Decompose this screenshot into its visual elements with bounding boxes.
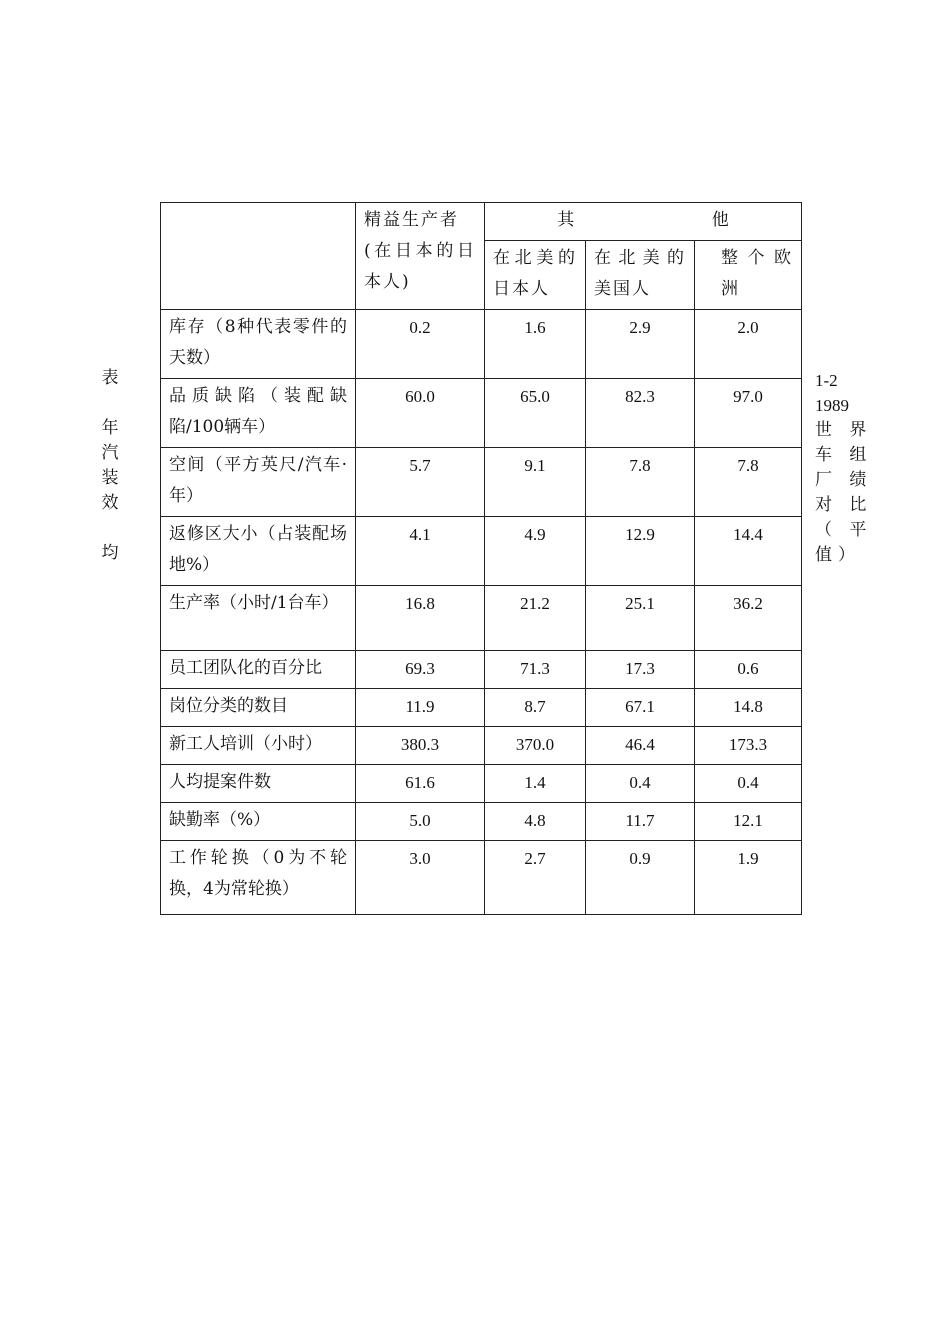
cell-value: 11.9 <box>356 689 485 727</box>
cell-value: 1.6 <box>485 310 586 379</box>
cell-value: 0.9 <box>586 841 695 915</box>
table-row <box>161 448 802 517</box>
row-label: 返修区大小（占装配场地%） <box>161 517 356 586</box>
table-row <box>161 586 802 651</box>
cell-value: 7.8 <box>586 448 695 517</box>
header-lean-label: 精益生产者 <box>364 210 459 230</box>
cell-value: 1.9 <box>695 841 802 915</box>
caption-left-line: 年 <box>101 418 119 438</box>
cell-value: 370.0 <box>485 727 586 765</box>
caption-left-line <box>98 391 122 416</box>
cell-value: 12.9 <box>586 517 695 586</box>
caption-table-number: 1-2 <box>815 371 838 390</box>
cell-value: 97.0 <box>695 379 802 448</box>
cell-value: 21.2 <box>485 586 586 651</box>
row-label: 岗位分类的数目 <box>161 689 356 727</box>
caption-left-line <box>98 516 122 541</box>
caption-right <box>815 368 873 568</box>
header-corner-cell <box>161 203 356 310</box>
cell-value: 2.9 <box>586 310 695 379</box>
cell-value: 36.2 <box>695 586 802 651</box>
table-row <box>161 517 802 586</box>
table-row <box>161 379 802 448</box>
caption-right-line: 厂 绩 <box>815 470 873 490</box>
table-row <box>161 651 802 689</box>
row-label: 人均提案件数 <box>161 765 356 803</box>
row-label: 生产率（小时/1台车） <box>161 586 356 651</box>
row-label: 工作轮换（0为不轮换，4为常轮换） <box>161 841 356 915</box>
cell-value: 69.3 <box>356 651 485 689</box>
table-row <box>161 841 802 915</box>
cell-value: 11.7 <box>586 803 695 841</box>
row-label: 品质缺陷（装配缺陷/100辆车） <box>161 379 356 448</box>
cell-value: 0.4 <box>695 765 802 803</box>
header-others <box>485 203 802 241</box>
caption-left-line: 效 <box>101 493 119 513</box>
cell-value: 1.4 <box>485 765 586 803</box>
cell-value: 67.1 <box>586 689 695 727</box>
cell-value: 0.6 <box>695 651 802 689</box>
cell-value: 16.8 <box>356 586 485 651</box>
caption-year: 1989 <box>815 396 849 415</box>
cell-value: 3.0 <box>356 841 485 915</box>
caption-left-line: 装 <box>101 468 119 488</box>
cell-value: 4.1 <box>356 517 485 586</box>
header-all-europe: 整个欧洲 <box>695 241 802 310</box>
header-row <box>161 203 802 241</box>
caption-left-line: 汽 <box>101 443 119 463</box>
cell-value: 173.3 <box>695 727 802 765</box>
caption-right-line: 车 组 <box>815 445 873 465</box>
cell-value: 12.1 <box>695 803 802 841</box>
table-row <box>161 765 802 803</box>
header-lean-sub: (在日本的日本人) <box>364 241 476 292</box>
table-row <box>161 727 802 765</box>
cell-value: 25.1 <box>586 586 695 651</box>
caption-right-line: 对 比 <box>815 495 873 515</box>
cell-value: 14.8 <box>695 689 802 727</box>
cell-value: 7.8 <box>695 448 802 517</box>
row-label: 库存（8种代表零件的天数） <box>161 310 356 379</box>
row-label: 员工团队化的百分比 <box>161 651 356 689</box>
row-label: 空间（平方英尺/汽车·年） <box>161 448 356 517</box>
caption-right-line: 值） <box>815 545 861 565</box>
cell-value: 71.3 <box>485 651 586 689</box>
cell-value: 2.7 <box>485 841 586 915</box>
header-lean-producer <box>356 203 485 310</box>
cell-value: 46.4 <box>586 727 695 765</box>
comparison-table <box>160 202 802 915</box>
header-japanese-in-na: 在北美的日本人 <box>485 241 586 310</box>
cell-value: 5.7 <box>356 448 485 517</box>
cell-value: 82.3 <box>586 379 695 448</box>
table-row <box>161 310 802 379</box>
caption-right-line: （ 平 <box>815 520 873 540</box>
row-label: 新工人培训（小时） <box>161 727 356 765</box>
cell-value: 4.8 <box>485 803 586 841</box>
table-row <box>161 689 802 727</box>
caption-left <box>98 366 122 566</box>
cell-value: 0.4 <box>586 765 695 803</box>
header-others-label: 其 他 <box>557 210 795 230</box>
caption-left-line: 表 <box>101 368 119 388</box>
cell-value: 61.6 <box>356 765 485 803</box>
cell-value: 17.3 <box>586 651 695 689</box>
cell-value: 2.0 <box>695 310 802 379</box>
cell-value: 65.0 <box>485 379 586 448</box>
cell-value: 8.7 <box>485 689 586 727</box>
cell-value: 60.0 <box>356 379 485 448</box>
header-americans-in-na: 在北美的美国人 <box>586 241 695 310</box>
cell-value: 9.1 <box>485 448 586 517</box>
caption-left-line: 均 <box>101 543 119 563</box>
cell-value: 5.0 <box>356 803 485 841</box>
caption-right-line: 世 界 <box>815 420 873 440</box>
table-row <box>161 803 802 841</box>
cell-value: 4.9 <box>485 517 586 586</box>
cell-value: 380.3 <box>356 727 485 765</box>
cell-value: 0.2 <box>356 310 485 379</box>
row-label: 缺勤率（%） <box>161 803 356 841</box>
cell-value: 14.4 <box>695 517 802 586</box>
